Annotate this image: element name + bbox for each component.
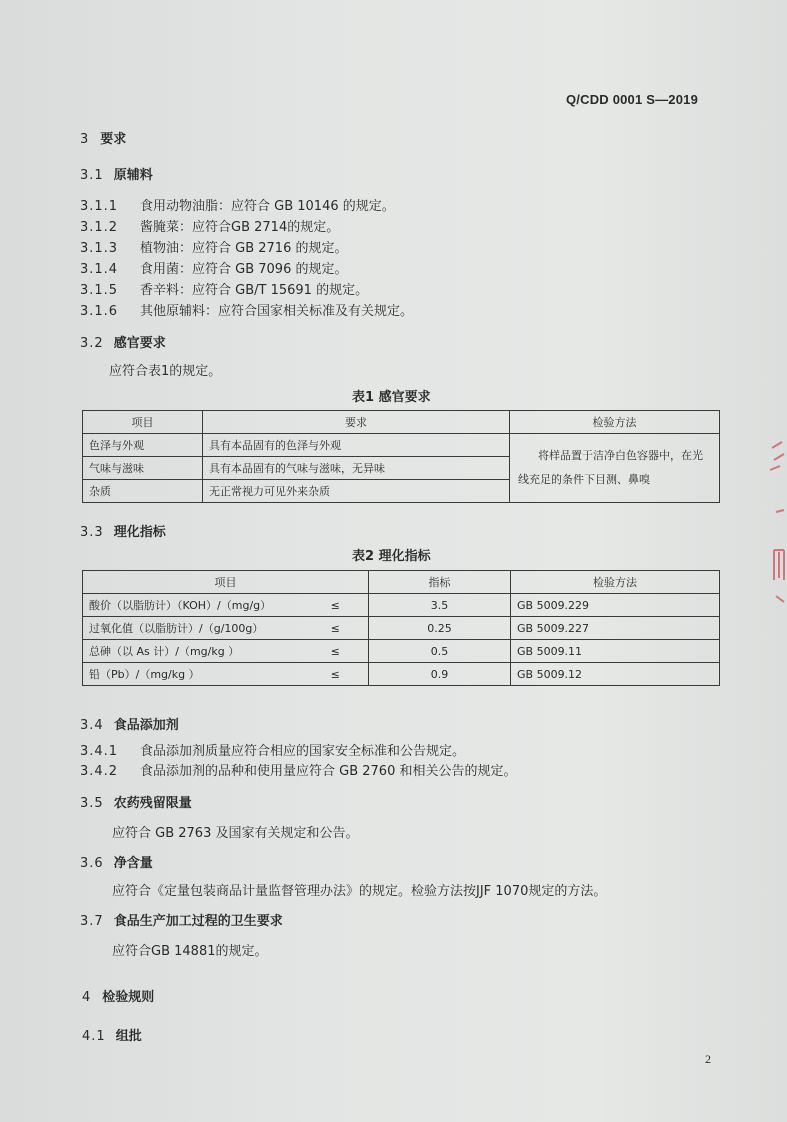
section-number: 3.3 (80, 525, 104, 540)
section-title: 食品添加剂 (113, 718, 179, 733)
section-number: 3.4 (80, 718, 104, 733)
clause-number: 3.1.3 (80, 241, 119, 256)
clause-number: 3.1.5 (80, 283, 119, 298)
cell-method: GB 5009.11 (511, 640, 720, 663)
section-number: 4 (82, 990, 91, 1005)
section-3-heading (80, 128, 126, 147)
clause-3-1-1 (80, 195, 395, 214)
section-3-2-heading (80, 332, 166, 351)
clause-3-1-2 (80, 216, 339, 235)
clause-number: 3.1.6 (80, 304, 119, 319)
clause-3-1-3 (80, 237, 347, 256)
clause-3-4-2 (80, 760, 516, 779)
clause-3-1-6 (80, 300, 413, 319)
cell-operator: ≤ (303, 663, 369, 686)
table-row (83, 594, 720, 617)
section-3-5-heading (80, 792, 192, 811)
table-header-row (83, 411, 720, 434)
cell-method: GB 5009.227 (511, 617, 720, 640)
section-number: 3.7 (80, 914, 104, 929)
cell-requirement: 无正常视力可见外来杂质 (203, 480, 510, 503)
cell-operator: ≤ (303, 594, 369, 617)
clause-3-4-1 (80, 740, 465, 759)
section-title: 食品生产加工过程的卫生要求 (113, 914, 283, 929)
cell-operator: ≤ (303, 640, 369, 663)
table-row (83, 617, 720, 640)
section-number: 3 (80, 132, 89, 147)
section-3-1-heading (80, 164, 153, 183)
clause-number: 3.4.1 (80, 744, 119, 759)
table-header-row (83, 571, 720, 594)
column-header: 指标 (369, 571, 511, 594)
clause-3-1-4 (80, 258, 347, 277)
cell-item: 杂质 (83, 480, 203, 503)
cell-item: 气味与滋味 (83, 457, 203, 480)
column-header: 检验方法 (510, 411, 720, 434)
cell-value: 0.9 (369, 663, 511, 686)
section-number: 3.1 (80, 168, 104, 183)
standard-code: Q/CDD 0001 S—2019 (566, 92, 699, 107)
column-header: 要求 (203, 411, 510, 434)
table-2-caption: 表2 理化指标 (352, 549, 431, 564)
section-4-1-heading (82, 1025, 142, 1044)
table-1-sensory (82, 410, 720, 503)
cell-method: GB 5009.12 (511, 663, 720, 686)
cell-value: 0.25 (369, 617, 511, 640)
column-header: 项目 (83, 571, 369, 594)
clause-text: 酱腌菜：应符合GB 2714的规定。 (140, 220, 340, 235)
clause-text: 食品添加剂的品种和使用量应符合 GB 2760 和相关公告的规定。 (140, 764, 517, 779)
section-title: 原辅料 (113, 168, 153, 183)
section-number: 3.6 (80, 856, 104, 871)
cell-item: 铅（Pb）/（mg/kg ） (83, 663, 303, 686)
section-3-5-text: 应符合 GB 2763 及国家有关规定和公告。 (112, 826, 359, 841)
clause-text: 植物油：应符合 GB 2716 的规定。 (140, 241, 348, 256)
table-row (83, 640, 720, 663)
cell-method: GB 5009.229 (511, 594, 720, 617)
cell-operator: ≤ (303, 617, 369, 640)
section-title: 组批 (115, 1029, 142, 1044)
section-number: 3.2 (80, 336, 104, 351)
clause-text: 食用菌：应符合 GB 7096 的规定。 (140, 262, 348, 277)
section-title: 农药残留限量 (113, 796, 192, 811)
clause-number: 3.1.1 (80, 199, 119, 214)
table-1-caption: 表1 感官要求 (352, 390, 431, 405)
section-number: 3.5 (80, 796, 104, 811)
cell-item: 色泽与外观 (83, 434, 203, 457)
section-title: 净含量 (113, 856, 153, 871)
clause-number: 3.1.2 (80, 220, 119, 235)
section-title: 感官要求 (113, 336, 166, 351)
clause-number: 3.4.2 (80, 764, 119, 779)
section-3-3-heading (80, 521, 166, 540)
section-3-4-heading (80, 714, 179, 733)
cell-requirement: 具有本品固有的气味与滋味，无异味 (203, 457, 510, 480)
cell-method: 将样品置于洁净白色容器中，在光线充足的条件下目测、鼻嗅 (510, 434, 720, 503)
section-title: 检验规则 (102, 990, 155, 1005)
section-3-6-text: 应符合《定量包装商品计量监督管理办法》的规定。检验方法按JJF 1070规定的方法。 (112, 884, 607, 899)
clause-3-1-5 (80, 279, 368, 298)
table-row (83, 663, 720, 686)
cell-requirement: 具有本品固有的色泽与外观 (203, 434, 510, 457)
section-title: 理化指标 (113, 525, 166, 540)
clause-text: 其他原辅料：应符合国家相关标准及有关规定。 (140, 304, 414, 319)
clause-text: 食品添加剂质量应符合相应的国家安全标准和公告规定。 (140, 744, 466, 759)
section-3-7-text: 应符合GB 14881的规定。 (112, 944, 268, 959)
section-3-6-heading (80, 852, 153, 871)
cell-value: 0.5 (369, 640, 511, 663)
seal-stamp-fragment (768, 440, 787, 610)
cell-item: 酸价（以脂肪计）（KOH）/（mg/g） (83, 594, 303, 617)
table-2-physicochemical (82, 570, 720, 686)
section-4-heading (82, 986, 154, 1005)
section-number: 4.1 (82, 1029, 106, 1044)
page-number: 2 (705, 1052, 711, 1066)
cell-item: 总砷（以 As 计）/（mg/kg ） (83, 640, 303, 663)
clause-text: 食用动物油脂：应符合 GB 10146 的规定。 (140, 199, 395, 214)
section-3-7-heading (80, 910, 283, 929)
table-row (83, 434, 720, 457)
clause-text: 香辛料：应符合 GB/T 15691 的规定。 (140, 283, 369, 298)
cell-item: 过氧化值（以脂肪计）/（g/100g） (83, 617, 303, 640)
section-3-2-text: 应符合表1的规定。 (109, 364, 222, 379)
column-header: 检验方法 (511, 571, 720, 594)
cell-value: 3.5 (369, 594, 511, 617)
clause-number: 3.1.4 (80, 262, 119, 277)
column-header: 项目 (83, 411, 203, 434)
section-title: 要求 (100, 132, 127, 147)
